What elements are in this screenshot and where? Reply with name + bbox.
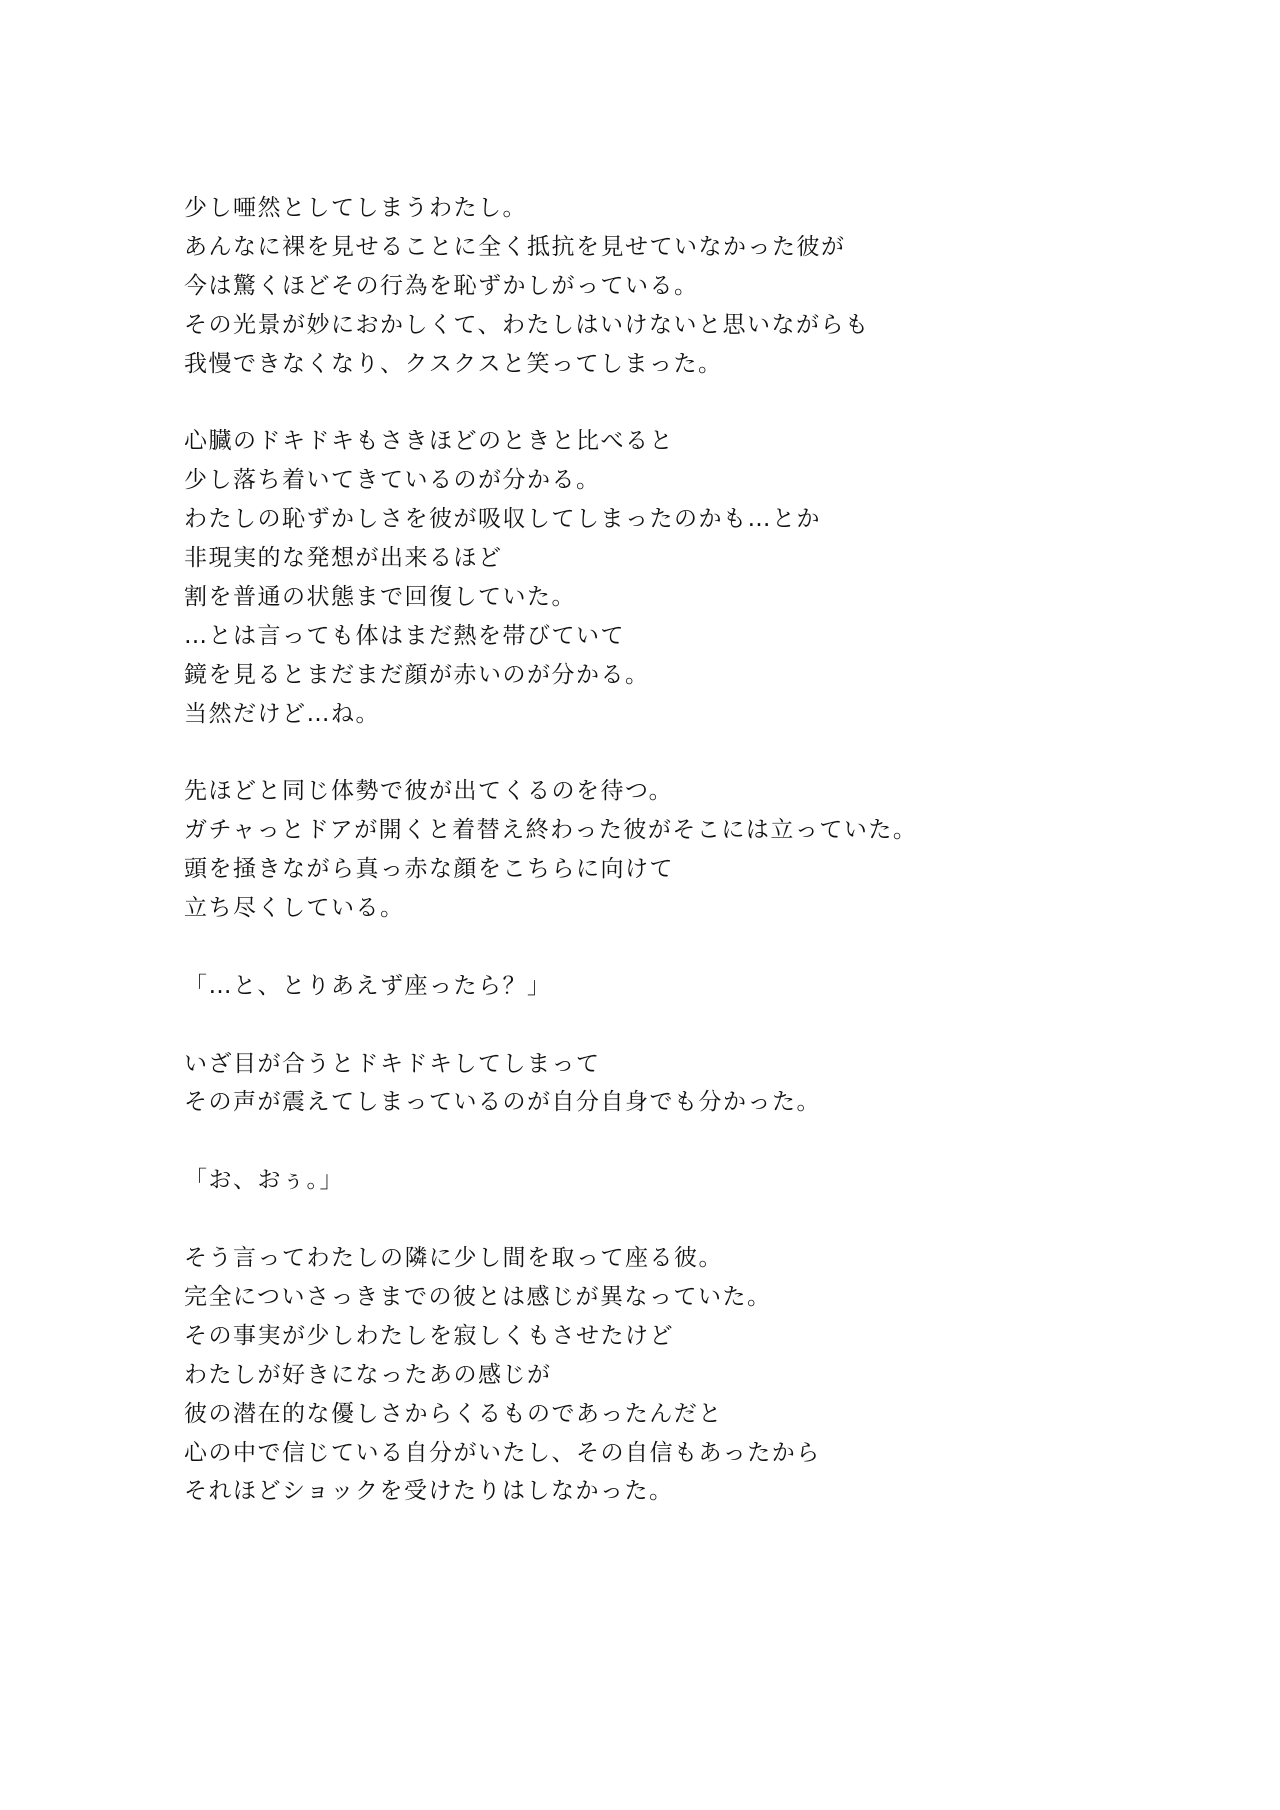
text-line: 立ち尽くしている。: [184, 895, 405, 922]
blank-line: [184, 1122, 1184, 1161]
text-line: ガチャっとドアが開くと着替え終わった彼がそこには立っていた。: [184, 817, 918, 844]
text-line: いざ目が合うとドキドキしてしまって: [184, 1050, 601, 1077]
text-line: 頭を掻きながら真っ赤な顔をこちらに向けて: [184, 856, 674, 883]
text-line: 非現実的な発想が出来るほど: [184, 545, 503, 572]
blank-line: [184, 383, 1184, 422]
text-line: 心の中で信じている自分がいたし、その自信もあったから: [184, 1439, 821, 1466]
text-line: 鏡を見るとまだまだ顔が赤いのが分かる。: [184, 661, 650, 688]
text-line: その光景が妙におかしくて、わたしはいけないと思いながらも: [184, 311, 870, 338]
text-line: わたしが好きになったあの感じが: [184, 1361, 552, 1388]
text-line: その声が震えてしまっているのが自分自身でも分かった。: [184, 1089, 821, 1116]
blank-line: [184, 1200, 1184, 1239]
text-line: 当然だけど…ね。: [184, 700, 380, 727]
text-line: 「…と、とりあえず座ったら？」: [184, 972, 552, 999]
text-line: 今は驚くほどその行為を恥ずかしがっている。: [184, 272, 699, 299]
blank-line: [184, 1006, 1184, 1045]
text-line: 完全についさっきまでの彼とは感じが異なっていた。: [184, 1283, 772, 1310]
text-line: 「お、おぅ。」: [184, 1167, 344, 1194]
text-line: その事実が少しわたしを寂しくもさせたけど: [184, 1322, 674, 1349]
text-line: わたしの恥ずかしさを彼が吸収してしまったのかも…とか: [184, 506, 821, 533]
text-line: 我慢できなくなり、クスクスと笑ってしまった。: [184, 350, 723, 377]
text-line: それほどショックを受けたりはしなかった。: [184, 1478, 674, 1505]
text-line: 少し唖然としてしまうわたし。: [184, 195, 527, 221]
blank-line: [184, 928, 1184, 967]
text-line: あんなに裸を見せることに全く抵抗を見せていなかった彼が: [184, 233, 846, 260]
blank-line: [184, 733, 1184, 772]
document-body-text: [184, 189, 1184, 1511]
text-line: 彼の潜在的な優しさからくるものであったんだと: [184, 1400, 723, 1427]
text-line: 心臓のドキドキもさきほどのときと比べると: [184, 428, 674, 455]
text-line: そう言ってわたしの隣に少し間を取って座る彼。: [184, 1245, 723, 1272]
text-line: 先ほどと同じ体勢で彼が出てくるのを待つ。: [184, 778, 674, 805]
text-line: 少し落ち着いてきているのが分かる。: [184, 467, 601, 494]
text-line: …とは言っても体はまだ熱を帯びていて: [184, 622, 625, 649]
text-line: 割を普通の状態まで回復していた。: [184, 583, 576, 610]
